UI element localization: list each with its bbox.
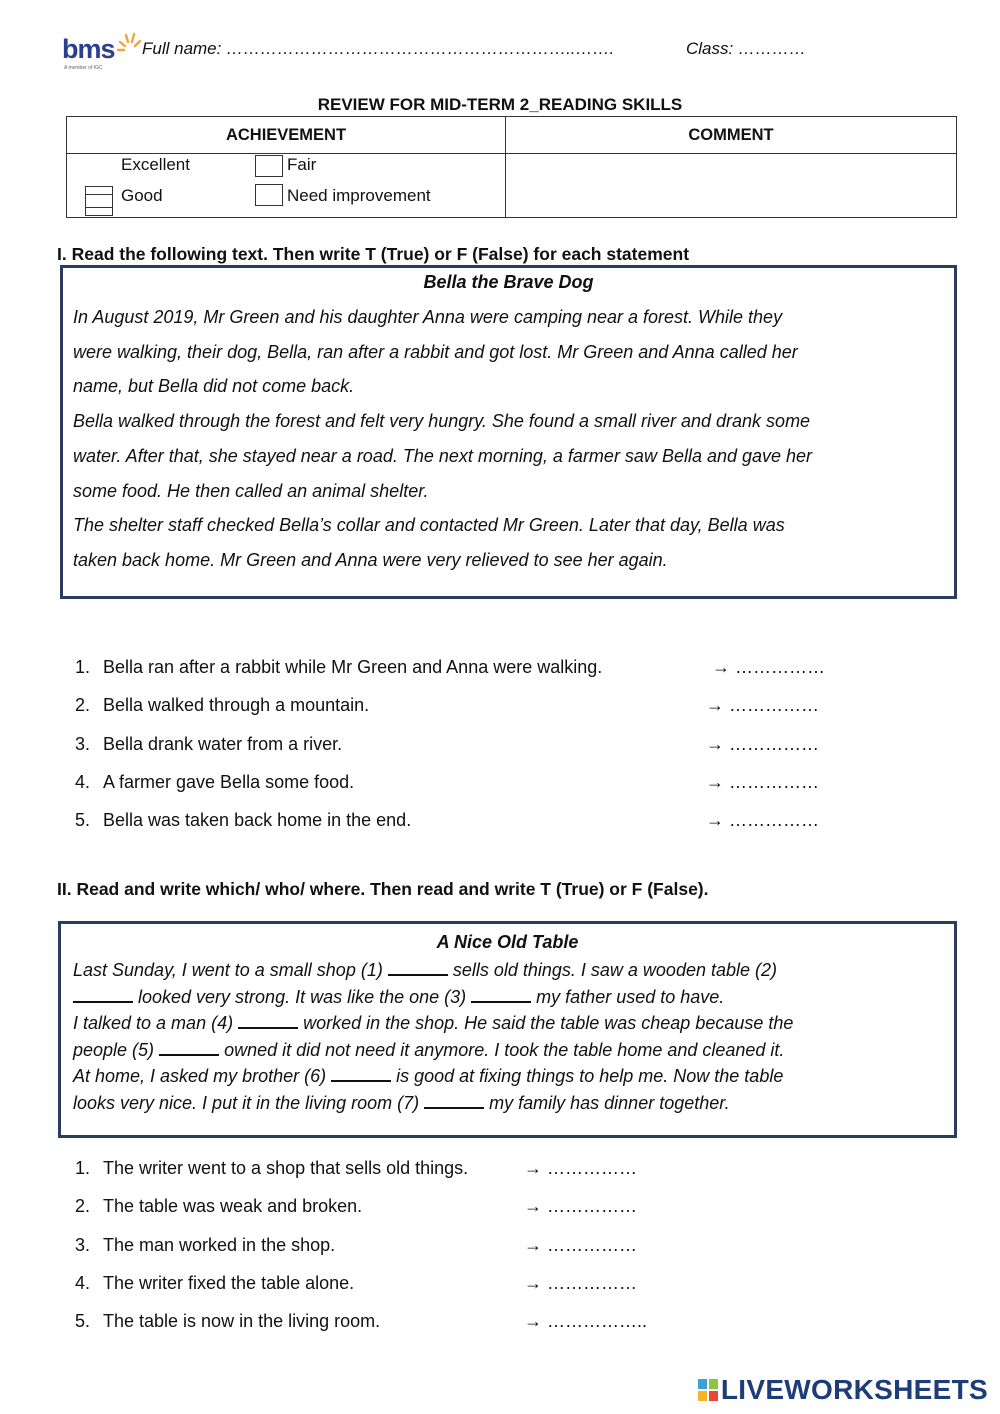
comment-cell[interactable]	[506, 154, 957, 218]
gap-6[interactable]	[331, 1066, 391, 1082]
answer-blank[interactable]: → ……………	[524, 1272, 638, 1293]
gap-5[interactable]	[159, 1040, 219, 1056]
question-text: Bella ran after a rabbit while Mr Green and Anna were walking.	[103, 657, 603, 677]
page-title: REVIEW FOR MID-TERM 2_READING SKILLS	[317, 95, 683, 114]
question-item	[72, 1311, 772, 1349]
achievement-table	[66, 116, 957, 218]
story-2-title: A Nice Old Table	[436, 932, 579, 952]
question-text: Bella drank water from a river.	[103, 733, 343, 754]
sun-icon	[116, 30, 142, 52]
answer-blank[interactable]: → ……………	[706, 810, 820, 831]
label-good: Good	[121, 186, 163, 205]
story-line: water. After that, she stayed near a road. The next morning, a farmer saw Bella and gave her	[73, 445, 813, 466]
gap-1[interactable]	[388, 960, 448, 976]
liveworksheets-logo	[698, 1374, 988, 1406]
story-2-text	[73, 957, 933, 1116]
question-item	[72, 1235, 772, 1273]
story-line: looks very nice. I put it in the living room (7) my family has dinner together.	[73, 1092, 730, 1113]
story-line: looked very strong. It was like the one (3) my father used to have.	[73, 984, 933, 1011]
question-number: 4.	[74, 771, 90, 792]
label-need-improvement: Need improvement	[287, 186, 431, 205]
checkbox-need-improvement[interactable]	[255, 184, 283, 206]
story-1-text	[73, 300, 812, 578]
logo-subtitle: A member of IGC	[64, 65, 103, 71]
story-1-title: Bella the Brave Dog	[423, 272, 594, 292]
answer-blank[interactable]: → ……………	[706, 695, 820, 716]
story-line: some food. He then called an animal shelter.	[73, 480, 429, 501]
question-text: The writer fixed the table alone.	[103, 1272, 355, 1293]
question-item	[72, 1273, 772, 1311]
question-item	[72, 657, 872, 695]
question-number: 3.	[74, 733, 90, 754]
achievement-header: ACHIEVEMENT	[67, 117, 506, 154]
question-item	[72, 1196, 772, 1234]
question-text: The writer went to a shop that sells old things.	[103, 1158, 469, 1178]
logo-text: bms	[62, 34, 115, 64]
answer-blank[interactable]: → ……………	[524, 1196, 638, 1217]
question-item	[72, 695, 872, 733]
question-item	[72, 1158, 772, 1196]
question-item	[72, 734, 872, 772]
section-1-questions	[72, 657, 872, 848]
question-text: A farmer gave Bella some food.	[103, 771, 355, 792]
full-name-field[interactable]: Full name: ……………………………………………………..…….	[142, 39, 615, 58]
answer-blank[interactable]: → ……………	[524, 1158, 638, 1178]
question-number: 4.	[74, 1272, 90, 1293]
brand-text: LIVEWORKSHEETS	[720, 1374, 988, 1405]
checkbox-fair[interactable]	[255, 155, 283, 177]
story-2-box	[58, 921, 957, 1138]
question-number: 3.	[74, 1234, 90, 1255]
story-1-box	[60, 265, 957, 599]
story-line: Last Sunday, I went to a small shop (1) sells old things. I saw a wooden table (2)	[73, 960, 778, 980]
question-number: 2.	[74, 1196, 90, 1217]
question-text: The table was weak and broken.	[103, 1196, 363, 1217]
answer-blank[interactable]: → ……………..	[524, 1311, 648, 1332]
story-line: The shelter staff checked Bella’s collar and contacted Mr Green. Later that day, Bella was	[73, 515, 785, 536]
question-number: 1.	[74, 1158, 90, 1178]
gap-2[interactable]	[73, 987, 133, 1003]
question-number: 1.	[74, 657, 90, 677]
answer-blank[interactable]: → ……………	[706, 771, 820, 792]
liveworksheets-icon	[698, 1379, 718, 1401]
question-text: Bella walked through a mountain.	[103, 695, 370, 716]
school-logo	[62, 34, 142, 74]
story-line: were walking, their dog, Bella, ran after a rabbit and got lost. Mr Green and Anna called her	[73, 341, 798, 362]
achievement-options	[67, 154, 506, 218]
question-number: 5.	[74, 1311, 90, 1332]
story-line: name, but Bella did not come back.	[73, 376, 355, 397]
story-line: Bella walked through the forest and felt very hungry. She found a small river and drank some	[73, 411, 811, 432]
section-2-questions	[72, 1158, 772, 1349]
story-line: people (5) owned it did not need it anymore. I took the table home and cleaned it.	[73, 1039, 785, 1060]
section-1-heading: I. Read the following text. Then write T (True) or F (False) for each statement	[57, 244, 690, 264]
story-line: taken back home. Mr Green and Anna were very relieved to see her again.	[73, 549, 668, 570]
story-line: In August 2019, Mr Green and his daughter Anna were camping near a forest. While they	[73, 307, 783, 327]
question-text: The table is now in the living room.	[103, 1311, 381, 1332]
gap-7[interactable]	[424, 1093, 484, 1109]
gap-3[interactable]	[471, 987, 531, 1003]
class-field[interactable]: Class: …………	[686, 39, 806, 58]
gap-4[interactable]	[238, 1013, 298, 1029]
answer-blank[interactable]: → ……………	[712, 657, 826, 677]
story-line: At home, I asked my brother (6) is good at fixing things to help me. Now the table	[73, 1066, 784, 1086]
question-number: 2.	[74, 695, 90, 716]
label-fair: Fair	[287, 155, 317, 174]
question-number: 5.	[74, 810, 90, 831]
section-2-heading: II. Read and write which/ who/ where. Then read and write T (True) or F (False).	[57, 879, 709, 899]
comment-header: COMMENT	[506, 117, 957, 154]
question-text: Bella was taken back home in the end.	[103, 810, 412, 831]
question-text: The man worked in the shop.	[103, 1234, 336, 1255]
checkbox-good[interactable]	[85, 186, 113, 208]
answer-blank[interactable]: → ……………	[524, 1234, 638, 1255]
question-item	[72, 810, 872, 848]
answer-blank[interactable]: → ……………	[706, 733, 820, 754]
label-excellent: Excellent	[121, 155, 190, 174]
question-item	[72, 772, 872, 810]
story-line: I talked to a man (4) worked in the shop. He said the table was cheap because the	[73, 1013, 794, 1033]
